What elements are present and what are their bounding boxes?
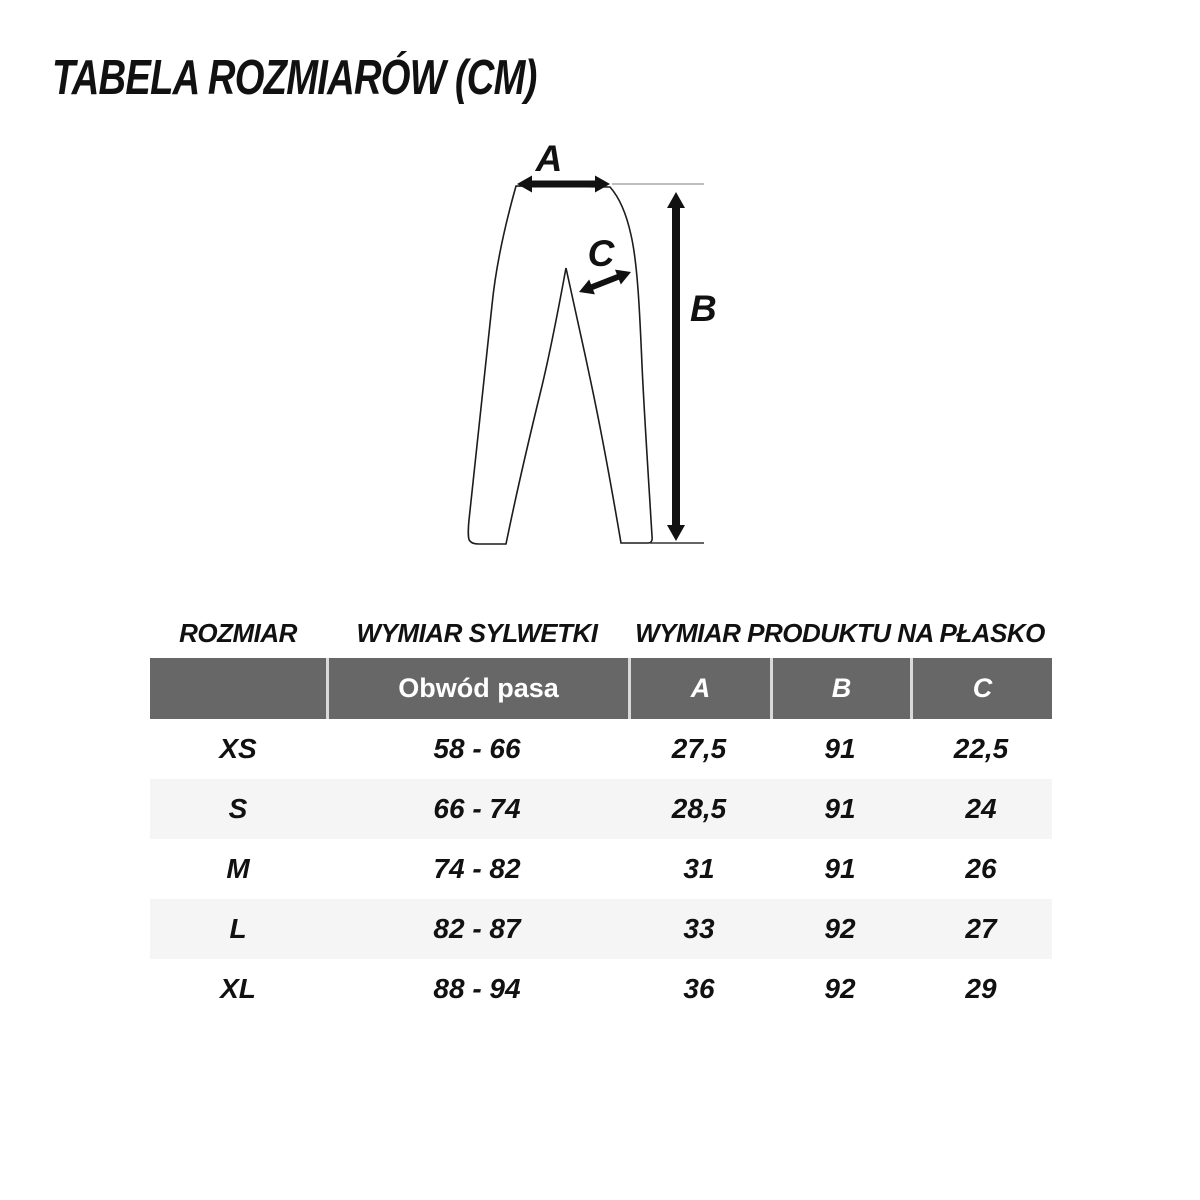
size-cell: XS <box>219 733 257 764</box>
table-header-row <box>150 658 1052 719</box>
measure-c-cell: 24 <box>965 793 997 824</box>
measure-b-cell: 91 <box>824 853 856 884</box>
measure-b-cell: 91 <box>824 733 856 764</box>
group-header-rozmiar: ROZMIAR <box>179 617 297 648</box>
measure-a-cell: 28,5 <box>671 793 727 824</box>
measure-a-cell: 31 <box>683 853 715 884</box>
table-row <box>150 839 1052 899</box>
size-cell: XL <box>220 973 256 1004</box>
measure-c-cell: 27 <box>965 913 997 944</box>
header-cell-obwod-pasa: Obwód pasa <box>326 658 628 719</box>
measure-c-cell: 29 <box>965 973 997 1004</box>
table-row <box>150 779 1052 839</box>
size-cell: M <box>226 853 250 884</box>
measure-c-cell: 22,5 <box>953 733 1009 764</box>
diagram-label-a: A <box>535 138 563 179</box>
waist-range-cell: 66 - 74 <box>433 793 521 824</box>
measure-b-cell: 92 <box>824 913 856 944</box>
measure-a-cell: 27,5 <box>671 733 727 764</box>
pants-diagram-svg <box>440 130 780 570</box>
header-cell-b: B <box>770 658 910 719</box>
diagram-label-b: B <box>690 288 717 329</box>
measure-c-cell: 26 <box>965 853 997 884</box>
waist-range-cell: 74 - 82 <box>433 853 521 884</box>
table-row <box>150 899 1052 959</box>
pants-outline-shape <box>468 186 652 544</box>
measure-b-cell: 92 <box>824 973 856 1004</box>
size-cell: L <box>229 913 247 944</box>
size-cell: S <box>228 793 248 824</box>
group-header-wymiar-produktu: WYMIAR PRODUKTU NA PŁASKO <box>635 617 1045 648</box>
measure-a-cell: 36 <box>683 973 715 1004</box>
size-table <box>150 608 1052 1019</box>
page-title: TABELA ROZMIARÓW (CM) <box>52 51 537 105</box>
waist-range-cell: 88 - 94 <box>433 973 521 1004</box>
table-row <box>150 719 1052 779</box>
diagram-label-c: C <box>587 233 615 274</box>
group-header-wymiar-sylwetki: WYMIAR SYLWETKI <box>356 617 598 648</box>
header-cell-a: A <box>628 658 770 719</box>
measure-a-arrow <box>517 176 610 193</box>
waist-range-cell: 82 - 87 <box>433 913 521 944</box>
header-cell-empty <box>150 658 326 719</box>
table-group-headers <box>150 608 1052 658</box>
measure-b-arrow <box>667 192 685 541</box>
waist-range-cell: 58 - 66 <box>433 733 521 764</box>
header-cell-c: C <box>910 658 1052 719</box>
table-row <box>150 959 1052 1019</box>
pants-measurement-diagram <box>440 130 780 570</box>
measure-b-cell: 91 <box>824 793 856 824</box>
measure-a-cell: 33 <box>683 913 715 944</box>
